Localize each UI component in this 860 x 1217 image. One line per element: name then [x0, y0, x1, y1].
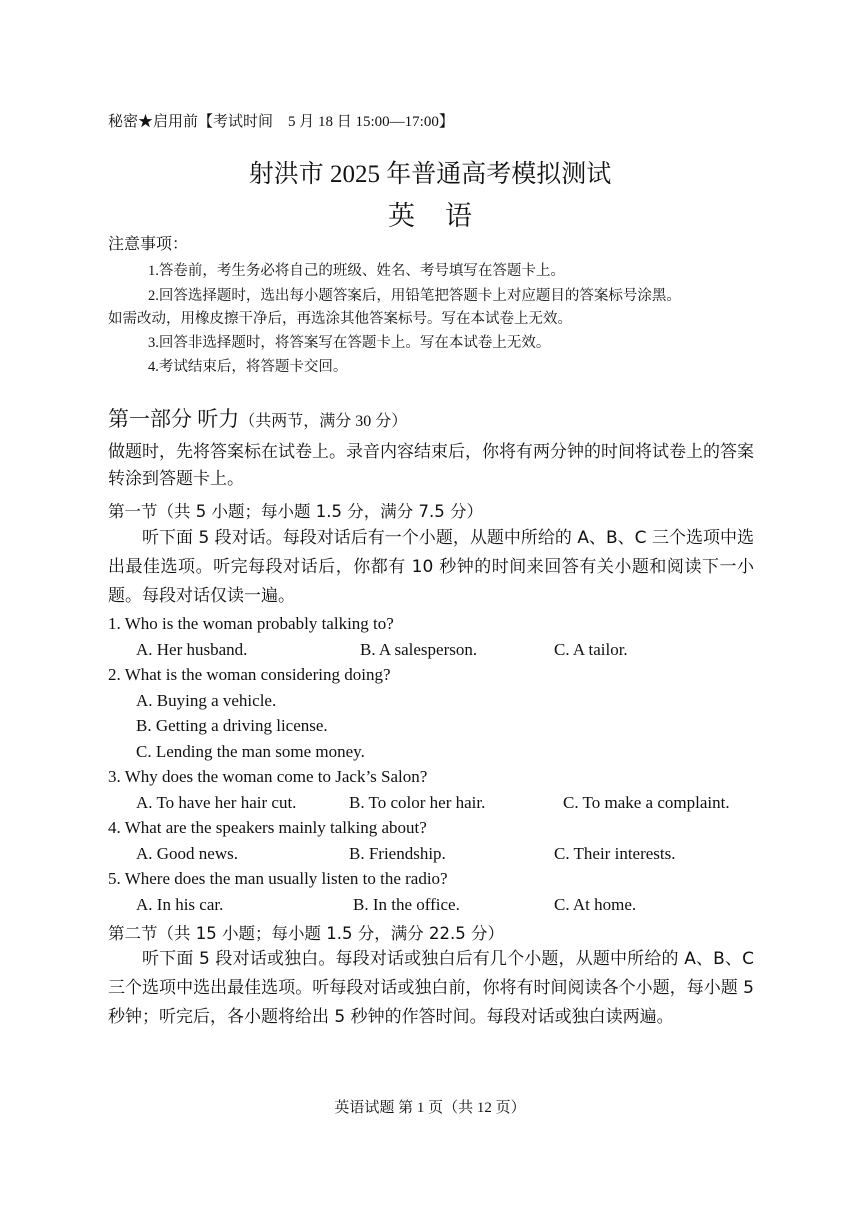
question-2: 2. What is the woman considering doing? — [108, 665, 391, 684]
part1-heading-text: 第一部分 听力 — [108, 407, 240, 431]
notice-heading: 注意事项： — [108, 236, 189, 253]
option-b: B. To color her hair. — [349, 793, 486, 812]
option-a: A. Good news. — [136, 844, 238, 863]
option-b: B. In the office. — [353, 895, 460, 914]
option-a: A. Her husband. — [136, 640, 248, 659]
part1-heading — [108, 403, 407, 433]
option-c: C. To make a complaint. — [563, 793, 730, 812]
option-b: B. Getting a driving license. — [136, 716, 328, 735]
confidential-line: 秘密★启用前【考试时间 5 月 18 日 15:00—17:00】 — [108, 114, 454, 130]
page-footer: 英语试题 第 1 页（共 12 页） — [334, 1100, 526, 1116]
question-5: 5. Where does the man usually listen to the radio? — [108, 869, 448, 888]
option-c: C. A tailor. — [554, 640, 628, 659]
question-3: 3. Why does the woman come to Jack’s Salon? — [108, 767, 428, 786]
notice-item: 1.答卷前，考生务必将自己的班级、姓名、考号填写在答题卡上。 — [148, 263, 565, 279]
section1-directions: 听下面 5 段对话。每段对话后有一个小题，从题中所给的 A、B、C 三个选项中选出最佳选项。听完每段对话后，你都有 10 秒钟的时间来回答有关小题和阅读下一小题。每段对话仅读一遍。 — [108, 528, 754, 606]
section1-heading: 第一节（共 5 小题；每小题 1.5 分，满分 7.5 分） — [108, 502, 483, 521]
notice-item: 3.回答非选择题时，将答案写在答题卡上。写在本试卷上无效。 — [148, 335, 551, 351]
option-b: B. Friendship. — [349, 844, 446, 863]
option-c: C. Their interests. — [554, 844, 676, 863]
section2-heading: 第二节（共 15 小题；每小题 1.5 分，满分 22.5 分） — [108, 924, 504, 943]
part1-heading-note: （共两节，满分 30 分） — [239, 413, 408, 430]
question-1: 1. Who is the woman probably talking to? — [108, 614, 394, 633]
option-a: A. To have her hair cut. — [136, 793, 297, 812]
part1-instruction: 做题时，先将答案标在试卷上。录音内容结束后，你将有两分钟的时间将试卷上的答案转涂到答题卡上。 — [108, 442, 754, 488]
notice-item: 如需改动，用橡皮擦干净后，再选涂其他答案标号。写在本试卷上无效。 — [108, 311, 572, 327]
notice-item: 4.考试结束后，将答题卡交回。 — [148, 359, 348, 375]
option-c: C. Lending the man some money. — [136, 742, 365, 761]
option-a: A. Buying a vehicle. — [136, 691, 277, 710]
option-a: A. In his car. — [136, 895, 224, 914]
subject-title: 英语 — [388, 201, 502, 231]
exam-title: 射洪市 2025 年普通高考模拟测试 — [248, 161, 612, 188]
question-4: 4. What are the speakers mainly talking about? — [108, 818, 427, 837]
option-b: B. A salesperson. — [360, 640, 478, 659]
section2-directions: 听下面 5 段对话或独白。每段对话或独白后有几个小题，从题中所给的 A、B、C三个选项中选出最佳选项。听每段对话或独白前，你将有时间阅读各个小题，每小题 5 秒钟；听完后，各小题将给出 5 秒钟的作答时间。每段对话或独白读两遍。 — [108, 949, 754, 1027]
option-c: C. At home. — [554, 895, 637, 914]
notice-item: 2.回答选择题时，选出每小题答案后，用铅笔把答题卡上对应题目的答案标号涂黑。 — [148, 288, 681, 304]
